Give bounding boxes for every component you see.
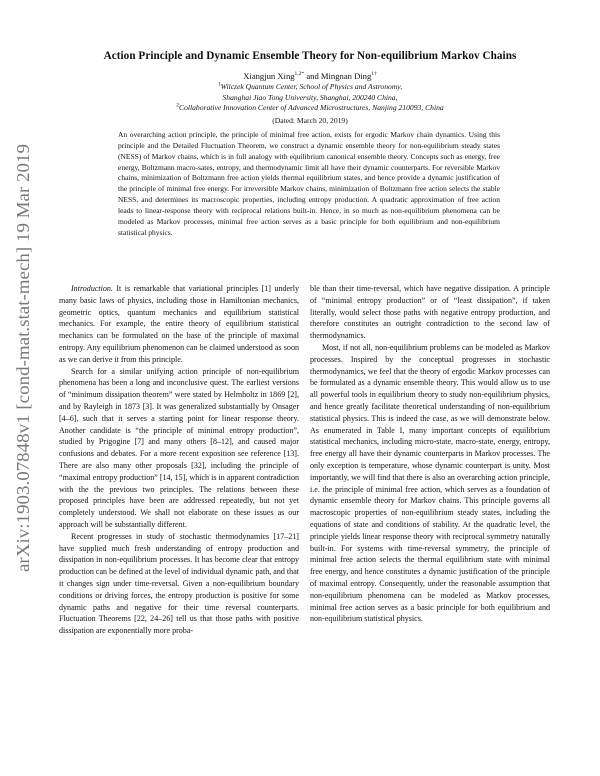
- affiliation-1: [40, 82, 580, 103]
- paragraph: ble than their time-reversal, which have negative dissipation. A principle of “minimal entropy production” or of “least dissipation”, if taken literally, would select those paths with negative entropy production, and therefore constitutes an outright contradiction to the second law of thermodynamics.: [310, 284, 550, 341]
- author-affil-mark: 1,2*: [294, 71, 305, 78]
- paragraph: Search for a similar unifying action principle of non-equilibrium phenomena has been a long and inconclusive quest. The earliest versions of “minimum dissipation theorem” were stated by Helmholtz in 1869 [2], and by Rayleigh in 1873 [3]. It was generalized substantially by Onsager [4–6], such that it serves a starting point for linear response theory. Another candidate is “the principle of minimal entropy production”, studied by Prigogine [7] and many others [8–12], and caused major confusions and debates. For a more recent exposition see reference [13]. There are also many other proposals [32], including the principle of “maximal entropy production” [14, 15], which is in apparent contradiction with the the previous two principles. The relations between these proposed principles have been are addressed repeatedly, but not yet completely understood. We shall not elaborate on these issues as our approach will be substantially different.: [59, 366, 299, 529]
- affil-line: Wilczek Quantum Center, School of Physics and Astronomy,: [220, 82, 403, 91]
- section-lead: Introduction.: [71, 284, 113, 293]
- paragraph: [59, 283, 299, 366]
- abstract-text: An overarching action principle, the principle of minimal free action, exists for ergodic Markov chain dynamics. Using this principle and the Detailed Fluctuation Theorem, we construct a dynamic ensemble theory for non-equilibrium steady states (NESS) of Markov chains, which is in full analogy with equilibrium canonical ensemble theory. Concepts such as energy, free energy, Boltzmann macro-sates, entropy, and thermodynamic limit all have their dynamic counterparts. For reversible Markov chains, minimization of Boltzmann free action yields thermal equilibrium states, and hence provide a dynamic justification of the principle of minimal free energy. For irreversible Markov chains, minimization of Boltzmann free action selects the stable NESS, and determines its macroscopic properties, including entropy production. A quadratic approximation of free action leads to linear-response theory with reciprocal relations built-in. Hence, in so much as non-equilibrium phenomena can be modeled as Markov processes, minimal free action serves as a basic principle for both equilibrium and non-equilibrium statistical physics.: [118, 130, 500, 237]
- author-line: [40, 71, 580, 81]
- affil-line: Collaborative Innovation Center of Advanced Microstructures, Nanjing 210093, China: [179, 103, 444, 112]
- author-affil-mark: 1†: [371, 71, 377, 78]
- arxiv-stamp-svg: [10, 142, 36, 572]
- date-line: (Dated: March 20, 2019): [272, 116, 348, 125]
- paper-title: Action Principle and Dynamic Ensemble Theory for Non-equilibrium Markov Chains: [103, 50, 517, 62]
- body-column-right: [310, 283, 550, 625]
- paragraph: Most, if not all, non-equilibrium problems can be modeled as Markov processes. Inspired by the conceptual progresses in stochastic thermodynamics, we feel that the theory of ergodic Markov processes can be formulated as a dynamic ensemble theory. This would allow us to use all powerful tools in equilibrium theory to study non-equilibrium physics, and hence greatly facilitate theoretical understanding of non-equilibrium statistical physics. This is indeed the case, as we will demonstrate below. As enumerated in Table I, many important concepts of equilibrium statistical mechanics, including micro-state, macro-state, energy, entropy, free energy all have their dynamic counterparts in Markov processes. The only exception is temperature, whose dynamic counterpart is unity. Most importantly, we will find that there is also an overarching action principle, i.e. the principle of minimal free action, which serves as a foundation of dynamic ensemble theory for Markov chains. This principle governs all macroscopic properties of non-equilibrium steady states, including the equations of state and conditions of stability. At the quadratic level, the principle yields linear response theory with reciprocal symmetry naturally built-in. For systems with time-reversal symmetry, the principle of minimal free action selects the thermal equilibrium state with minimal free energy, and hence constitutes a dynamic justification of the principle of maximal entropy. Consequently, under the reasonable assumption that non-equilibrium phenomena can be modeled as Markov processes, minimal free action serves as a basic principle for both equilibrium and non-equilibrium statistical physics.: [310, 342, 550, 624]
- author-name: Mingnan Ding: [320, 71, 372, 81]
- affiliation-2: [40, 103, 580, 114]
- arxiv-id-text: arXiv:1903.07848v1 [cond-mat.stat-mech] 19 Mar 2019: [13, 166, 33, 572]
- affil-mark: 2: [176, 102, 180, 109]
- paragraph: Recent progresses in study of stochastic thermodynamics [17–21] have supplied much fresh understanding of entropy production and dissipation in non-equilibrium processes. It has become clear that entropy production can be defined at the level of individual dynamic path, and that it changes sign under time-reversal. Given a non-equilibrium boundary conditions or driving forces, the entropy production is positive for some dynamic paths and negative for their time reversal counterparts. Fluctuation Theorems [22, 24–26] tell us that those paths with positive dissipation are exponentially more proba-: [59, 531, 299, 636]
- affil-mark: 1: [217, 81, 221, 88]
- paragraph-text: It is remarkable that variational principles [1] underly many basic laws of physics, including those in Hamiltonian mechanics, geometric optics, quantum mechanics and equilibrium statistical mechanics. For example, the entire theory of equilibrium statistical mechanics can be formulated on the base of the principle of maximal entropy. Any equilibrium phenomenon can be claimed understood as soon as we can derive it from this principle.: [59, 284, 299, 364]
- author-and: and: [306, 71, 319, 81]
- arxiv-sidebar-stamp: [10, 142, 36, 572]
- abstract: [118, 130, 500, 238]
- affil-line: Shanghai Jiao Tong University, Shanghai, 200240 China,: [222, 92, 398, 102]
- author-name: Xiangjun Xing: [243, 71, 295, 81]
- body-column-left: [59, 283, 299, 637]
